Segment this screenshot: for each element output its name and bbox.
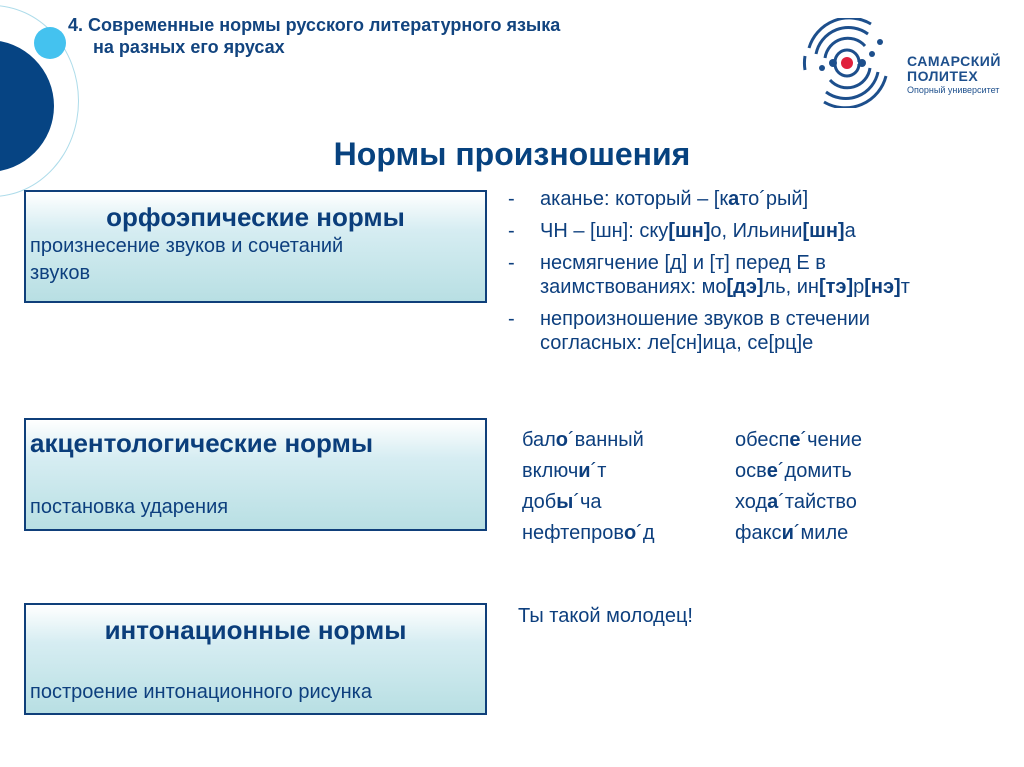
logo-name: САМАРСКИЙ ПОЛИТЕХ bbox=[907, 53, 1001, 84]
stress-word: факси´миле bbox=[735, 522, 849, 544]
stress-word: включи´т bbox=[522, 460, 607, 482]
box-subtitle: постановка ударения bbox=[30, 496, 229, 518]
logo-rings-icon bbox=[800, 18, 900, 108]
list-item: - непроизношение звуков в стечении согласных: ле[сн]ица, се[рц]е bbox=[508, 308, 870, 354]
decorative-circle-light bbox=[34, 27, 66, 59]
stress-words-column-2 bbox=[735, 425, 862, 549]
stress-word: осве´домить bbox=[735, 460, 852, 482]
header-line-2: на разных его ярусах bbox=[93, 37, 285, 57]
box-subtitle: построение интонационного рисунка bbox=[30, 681, 372, 703]
list-item: - аканье: который – [като´рый] bbox=[508, 188, 809, 210]
orthoepic-norms-box bbox=[24, 190, 487, 303]
intonation-norms-box bbox=[24, 603, 487, 715]
orthoepic-examples-list bbox=[508, 187, 1018, 363]
main-title: Нормы произношения bbox=[333, 136, 691, 172]
box-heading: акцентологические нормы bbox=[30, 428, 374, 458]
header-line-1: 4. Современные нормы русского литературного языка bbox=[68, 15, 561, 35]
stress-words-column-1 bbox=[522, 425, 655, 549]
logo-subtitle: Опорный университет bbox=[907, 85, 1000, 95]
list-item: - ЧН – [шн]: ску[шн]о, Ильини[шн]а bbox=[508, 220, 856, 242]
stress-word: бало´ванный bbox=[522, 429, 644, 451]
box-heading: интонационные нормы bbox=[104, 615, 407, 645]
stress-word: обеспе´чение bbox=[735, 429, 862, 451]
box-heading: орфоэпические нормы bbox=[106, 202, 405, 232]
university-logo bbox=[800, 18, 1010, 108]
slide-header bbox=[68, 14, 560, 58]
stress-word: хода´тайство bbox=[735, 491, 857, 513]
stress-word: добы´ча bbox=[522, 491, 602, 513]
list-item: - несмягчение [д] и [т] перед Е в заимствованиях: мо[дэ]ль, ин[тэ]р[нэ]т bbox=[508, 252, 910, 298]
accentological-norms-box bbox=[24, 418, 487, 531]
intonation-example: Ты такой молодец! bbox=[518, 605, 693, 627]
stress-word: нефтепрово´д bbox=[522, 522, 655, 544]
box-subtitle: произнесение звуков и сочетаний звуков bbox=[30, 235, 344, 284]
